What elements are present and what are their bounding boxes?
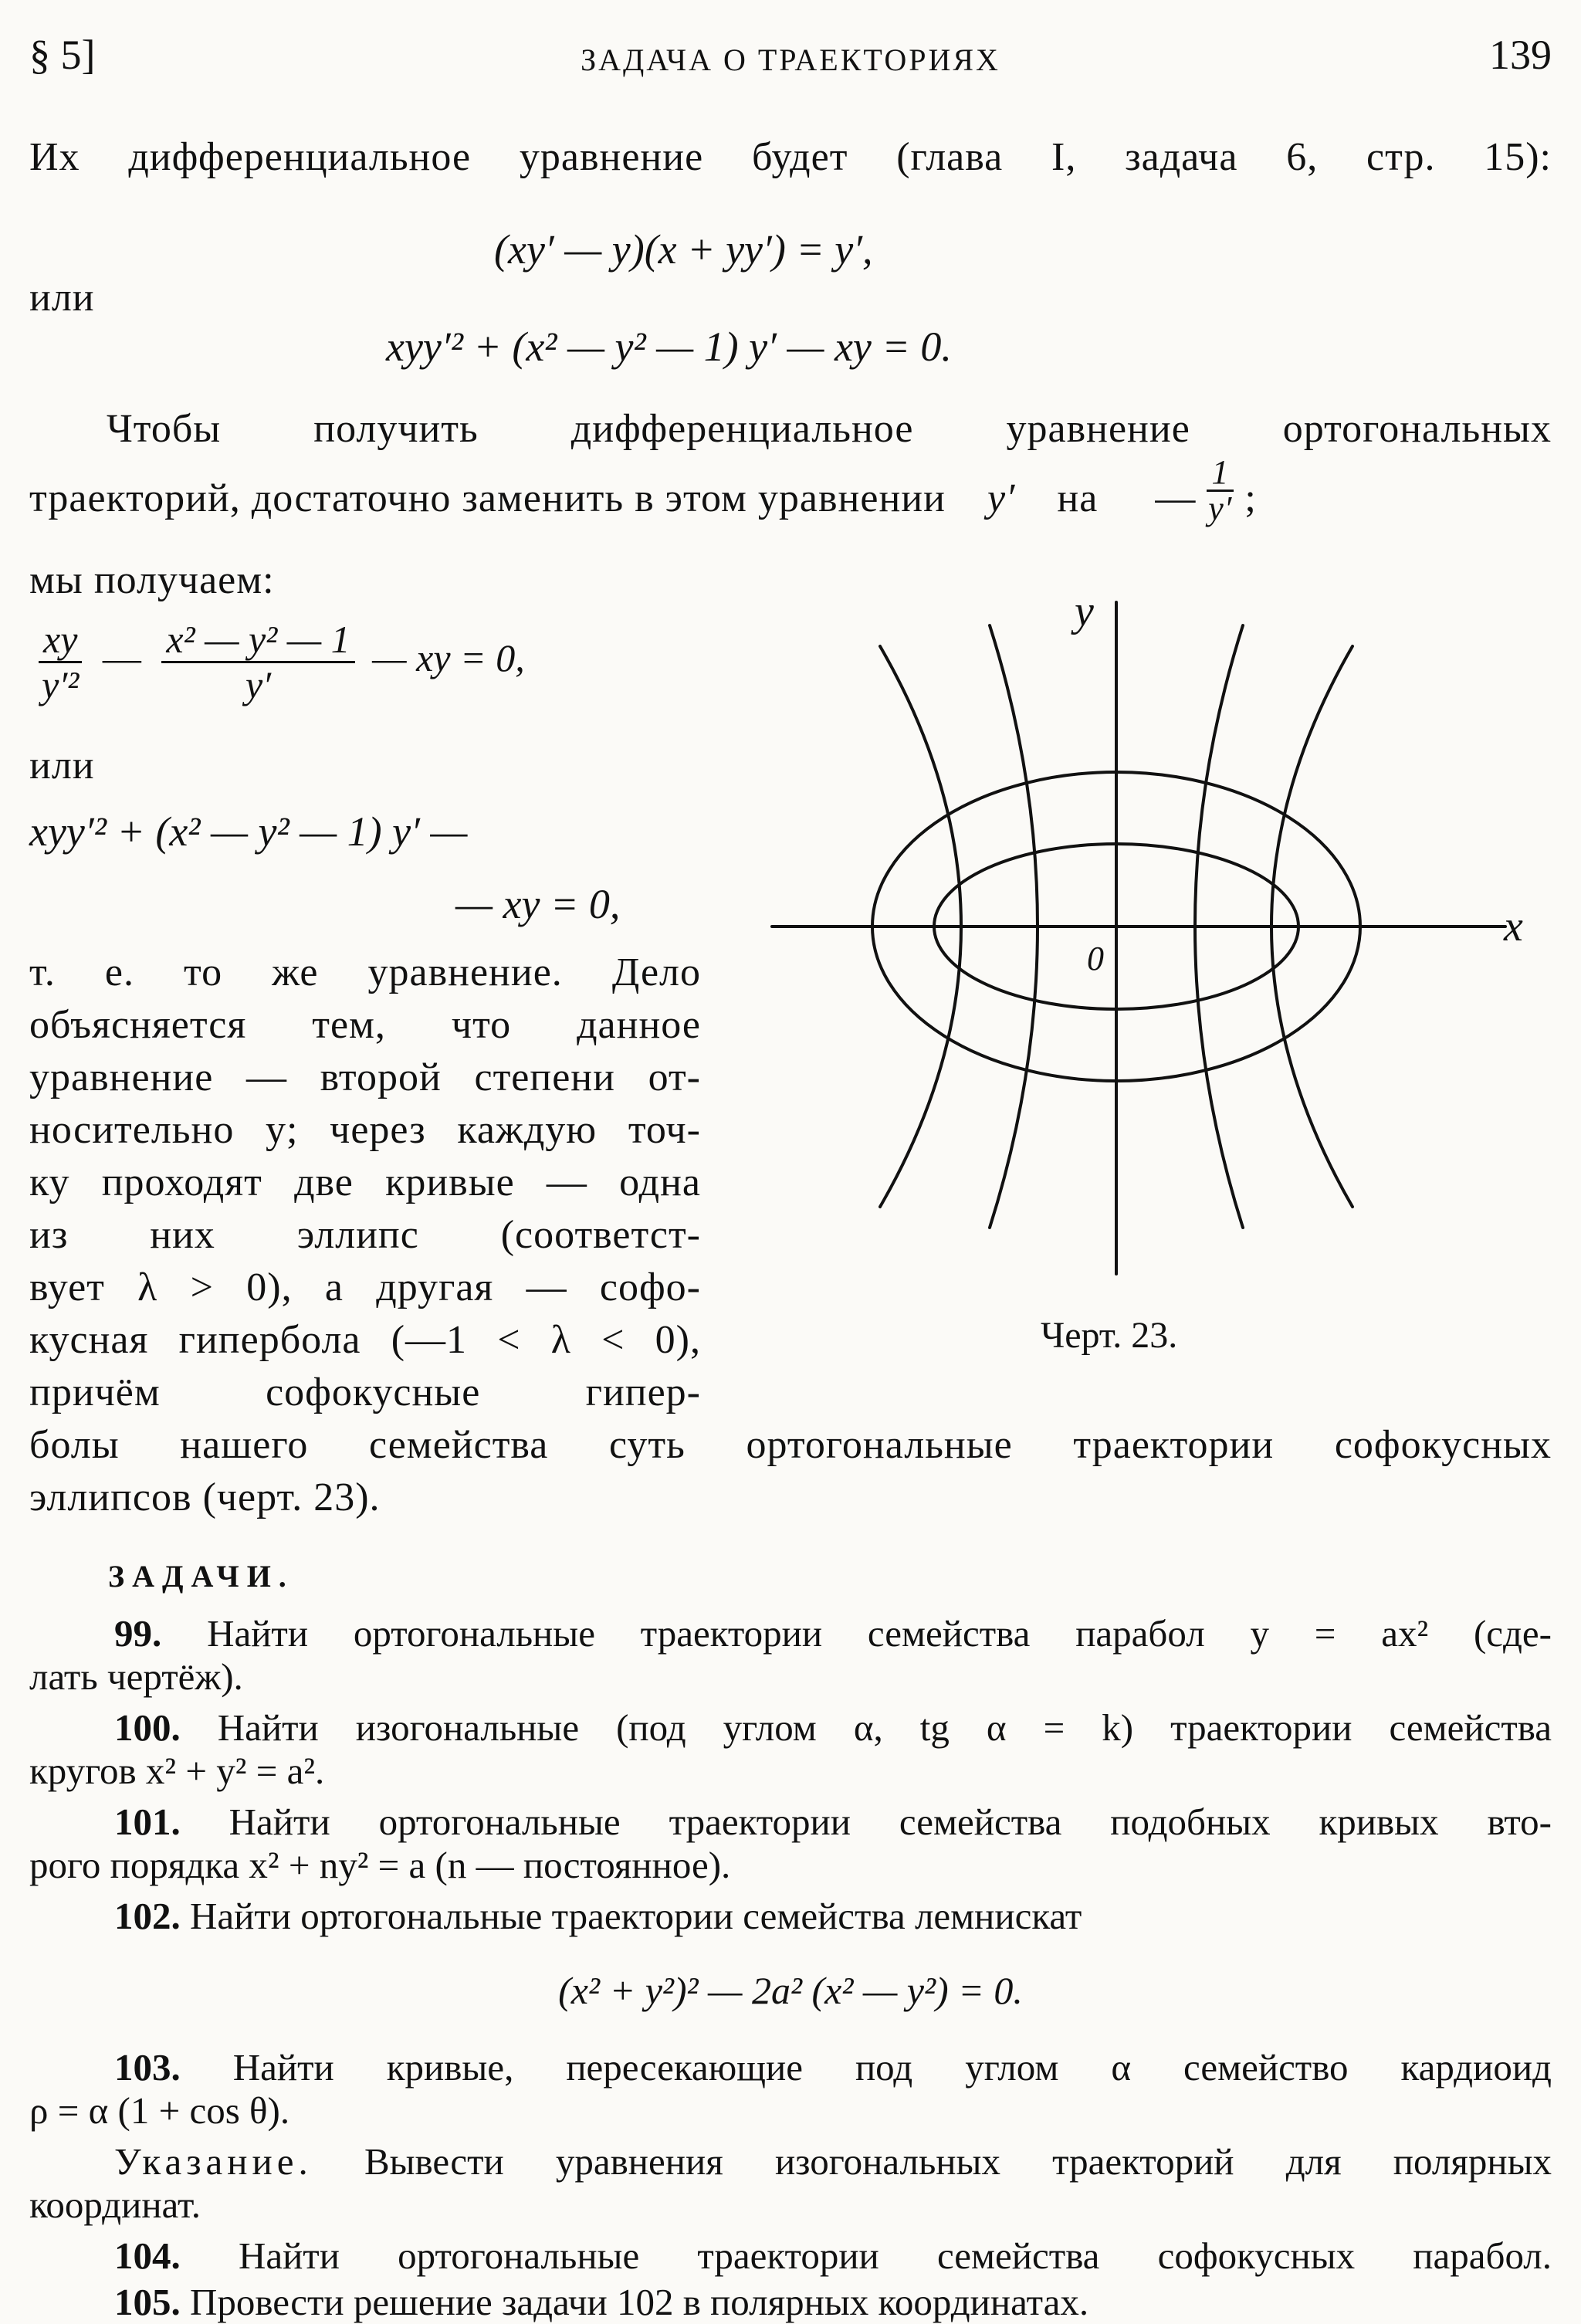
- para2-frac-den: y′: [1208, 489, 1233, 527]
- equation-2: xyy′² + (x² — y² — 1) y′ — xy = 0.: [386, 324, 952, 370]
- para2-na: на: [1057, 476, 1099, 520]
- left-col-line: причём софокусные гипер-: [29, 1370, 701, 1414]
- word-ili-1: или: [29, 276, 95, 320]
- tasks-heading: ЗАДАЧИ.: [108, 1559, 294, 1594]
- task-number: 100.: [114, 1706, 181, 1749]
- hint: [29, 2140, 1552, 2227]
- equation-4-line1: xyy′² + (x² — y² — 1) y′ —: [29, 808, 468, 855]
- task-number: 105.: [114, 2281, 181, 2323]
- hint-text: Вывести уравнения изогональных траекторий для полярных: [364, 2140, 1552, 2183]
- task-101: [29, 1801, 1552, 1887]
- task-text: Найти ортогональные траектории семейства лемнискат: [190, 1895, 1082, 1937]
- para2-line2-text: траекторий, достаточно заменить в этом уравнении: [29, 476, 946, 520]
- left-col-line: кусная гипербола (—1 < λ < 0),: [29, 1318, 701, 1362]
- task-text: Найти ортогональные траектории семейства подобных кривых вто-: [229, 1801, 1552, 1843]
- task-99: [29, 1612, 1552, 1699]
- word-ili-2: или: [29, 744, 95, 788]
- axis-x-label: x: [1504, 903, 1523, 950]
- task-105: [29, 2281, 1552, 2324]
- equation-4-line2: — xy = 0,: [455, 881, 621, 927]
- task-text: Найти ортогональные траектории семейства софокусных парабол.: [238, 2234, 1552, 2277]
- page-number: 139: [1489, 32, 1552, 78]
- equation-lemniscate: (x² + y²)² — 2a² (x² — y²) = 0.: [558, 1969, 1023, 2012]
- eq3-den1: y′²: [42, 663, 80, 706]
- eq3-minus: —: [102, 635, 141, 679]
- task-text: Найти кривые, пересекающие под углом α семейство кардиоид: [232, 2046, 1552, 2089]
- task-number: 99.: [114, 1612, 162, 1655]
- left-col-line: носительно y; через каждую точ-: [29, 1108, 701, 1152]
- figure-23-diagram: [757, 571, 1559, 1359]
- eq3-frac2: [161, 618, 354, 706]
- eq3-num2: x² — y² — 1: [161, 618, 354, 663]
- task-text: рого порядка x² + ny² = a (n — постоянное).: [29, 1844, 731, 1886]
- task-number: 103.: [114, 2046, 181, 2089]
- left-col-line: вует λ > 0), а другая — софо-: [29, 1265, 701, 1309]
- left-col-line: объясняется тем, что данное: [29, 1003, 701, 1047]
- para2-semicolon: ;: [1244, 476, 1257, 520]
- hint-label: Указание.: [114, 2140, 313, 2183]
- left-col-line: из них эллипс (соответст-: [29, 1213, 701, 1257]
- para2-fraction: [1207, 452, 1234, 527]
- task-text: Провести решение задачи 102 в полярных координатах.: [190, 2281, 1089, 2323]
- para2-line2: [29, 452, 1552, 527]
- task-text: кругов x² + y² = a².: [29, 1750, 325, 1792]
- left-col-line: т. е. то же уравнение. Дело: [29, 950, 701, 994]
- equation-3: [39, 618, 525, 706]
- task-103: [29, 2046, 1552, 2133]
- task-number: 104.: [114, 2234, 181, 2277]
- hint-text: координат.: [29, 2183, 201, 2226]
- section-marker: § 5]: [29, 32, 96, 78]
- para2-line3: мы получаем:: [29, 558, 275, 602]
- running-header: [29, 31, 1552, 85]
- origin-label: 0: [1087, 940, 1104, 977]
- task-number: 102.: [114, 1895, 181, 1937]
- intro-line: Их дифференциальное уравнение будет (глава I, задача 6, стр. 15):: [29, 135, 1552, 179]
- eq3-frac1: [39, 618, 82, 706]
- task-text: лать чертёж).: [29, 1655, 243, 1698]
- tasks-list: [29, 1612, 1552, 2324]
- left-column-paragraph: [29, 947, 701, 1419]
- full-line-2: эллипсов (черт. 23).: [29, 1475, 381, 1519]
- equation-1: (xy′ — y)(x + yy′) = y′,: [494, 226, 873, 273]
- left-col-line: уравнение — второй степени от-: [29, 1055, 701, 1099]
- figure-caption: Черт. 23.: [1041, 1315, 1178, 1356]
- eq3-tail: — xy = 0,: [372, 635, 525, 679]
- eq3-den2: y′: [245, 663, 272, 706]
- eq3-num1: xy: [39, 618, 82, 663]
- para2-frac-sign: —: [1155, 476, 1197, 520]
- task-text: Найти ортогональные траектории семейства парабол y = ax² (сде-: [207, 1612, 1552, 1655]
- para2-frac-num: 1: [1207, 456, 1234, 492]
- axis-y-label: y: [1075, 588, 1094, 635]
- full-line-1: болы нашего семейства суть ортогональные траектории софокусных: [29, 1423, 1552, 1467]
- task-text: ρ = α (1 + cos θ).: [29, 2089, 290, 2132]
- para2-yprime: y′: [987, 476, 1016, 520]
- task-text: Найти изогональные (под углом α, tg α = k) траектории семейства: [217, 1706, 1552, 1749]
- para2-line1: Чтобы получить дифференциальное уравнение ортогональных: [107, 407, 1552, 451]
- task-104: [29, 2234, 1552, 2278]
- running-title: ЗАДАЧА О ТРАЕКТОРИЯХ: [581, 42, 1000, 77]
- task-102: [29, 1895, 1552, 1938]
- task-number: 101.: [114, 1801, 181, 1843]
- left-col-line: ку проходят две кривые — одна: [29, 1160, 701, 1204]
- task-100: [29, 1706, 1552, 1793]
